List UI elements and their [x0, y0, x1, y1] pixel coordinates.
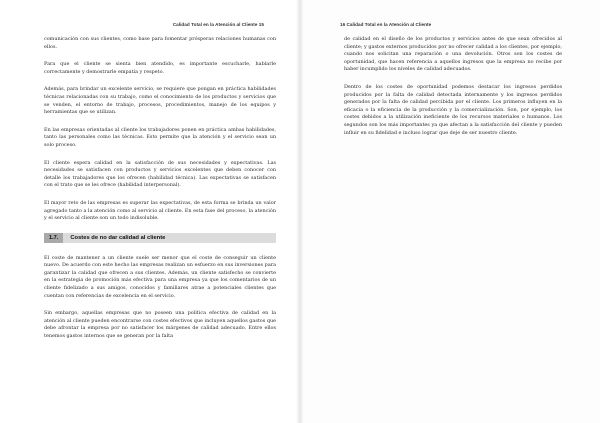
paragraph: El mayor reto de las empresas es superar las expectativas, de esta forma se brinda un valor agregado tanto a la atención como al servicio al cliente. En esta fase del proceso, la atención y el servicio al cliente son un todo indisoluble.: [44, 199, 276, 222]
paragraph: Dentro de los costes de oportunidad podemos destacar los ingresos perdidos producidos por la falta de calidad detectada internamente y los ingresos perdidos generados por la falta de calidad percibida por el cliente. Los primeros influyen en la eficacia o la eficiencia de la producción y la comercialización. Son, por ejemplo, los costes debidos a la utilización ineficiente de los recursos materiales o humanos. Los segundos son los más importantes ya que afectan a la satisfacción del cliente y pueden influir en su fidelidad e incluso lograr que deje de ser nuestro cliente.: [344, 83, 562, 136]
right-running-head: 16 Calidad Total en la Atención al Cliente: [340, 22, 432, 27]
paragraph: El coste de mantener a un cliente suele ser menor que el coste de conseguir un cliente nuevo. De acuerdo con este hecho las empresas realizan un esfuerzo en sus inversiones para garantizar la calidad que ofrecen a sus clientes. Además, un cliente satisfecho se convierte en la estrategia de promoción más efectiva para una empresa ya que los comentarios de un cliente fidelizado a sus amigos, conocidos y familiares atrae a potenciales clientes que cuentan con referencias de excelencia en el servicio.: [44, 254, 276, 299]
left-running-head: Calidad Total en la Atención al Cliente 15: [172, 22, 264, 27]
section-number: 1.7.: [44, 233, 63, 243]
paragraph: de calidad en el diseño de los productos y servicios antes de que sean ofrecidos al cliente; y gastos externos producidos por no ofrecer calidad a los clientes, por ejemplo, cuando nos solicitan una reparación o una devolución. Otros son los costes de oportunidad, que hacen referencia a aquellos ingresos que la empresa no recibe por haber incumplido los niveles de calidad adecuados.: [344, 36, 562, 73]
paragraph: Para que el cliente se sienta bien atendido, es importante escucharle, hablarle correctamente y demostrarle empatía y respeto.: [44, 61, 276, 75]
right-page: [300, 0, 600, 423]
section-heading: [44, 233, 276, 243]
book-gutter: [296, 0, 304, 423]
paragraph: comunicación con sus clientes, como base para fomentar prósperas relaciones humanas con ellos.: [44, 36, 276, 50]
paragraph: En las empresas orientadas al cliente los trabajadores ponen en práctica ambas habilidades, tanto las personales como las técnicas. Esto permite que la atención y el servicio sean un solo proceso.: [44, 126, 276, 148]
paragraph: El cliente espera calidad en la satisfacción de sus necesidades y expectativas. Las necesidades se satisfacen con productos y servicios excelentes que deben conocer con detalle los trabajadores que los ofrecen (habilidad técnica). Las expectativas se satisfacen con el trato que se les ofrece (habilidad interpersonal).: [44, 159, 276, 189]
right-text-column: [344, 36, 562, 147]
paragraph: Sin embargo, aquellas empresas que no poseen una política efectiva de calidad en la atención al cliente pueden encontrarse con costes efectivos que incluyen aquellos gastos que debe afrontar la empresa por no satisfacer los márgenes de calidad adecuado. Entre ellos tenemos gastos internos que se generan por la falta: [44, 310, 276, 340]
left-text-column: [44, 36, 276, 351]
section-title: Costes de no dar calidad al cliente: [70, 234, 166, 241]
paragraph: Además, para brindar un excelente servicio, se requiere que pongan en práctica habilidades técnicas relacionadas con su trabajo, como el conocimiento de los productos y servicios que se venden, el entorno de trabajo, procesos, procedimientos, manejo de los equipos y herramientas que se utilizan.: [44, 86, 276, 116]
